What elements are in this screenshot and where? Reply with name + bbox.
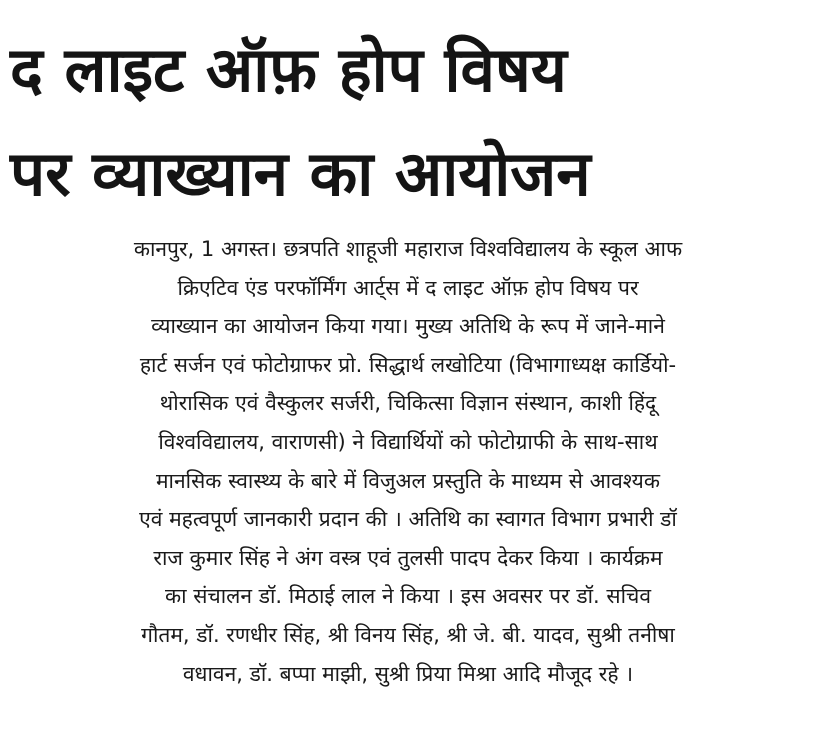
body-line-1: कानपुर, 1 अगस्त। छत्रपति शाहूजी महाराज विश्वविद्यालय के स्कूल आफ <box>133 237 683 261</box>
headline-line-2: पर व्याख्यान का आयोजन <box>10 137 591 210</box>
body-line-8: एवं महत्वपूर्ण जानकारी प्रदान की । अतिथि का स्वागत विभाग प्रभारी डॉ <box>139 507 677 532</box>
body-line-9: राज कुमार सिंह ने अंग वस्त्र एवं तुलसी पादप देकर किया । कार्यक्रम <box>153 545 663 570</box>
body-line-4: हार्ट सर्जन एवं फोटोग्राफर प्रो. सिद्धार्थ लखोटिया (विभागाध्यक्ष कार्डियो- <box>139 352 677 377</box>
body-line-10: का संचालन डॉ. मिठाई लाल ने किया । इस अवसर पर डॉ. सचिव <box>164 584 652 609</box>
headline-line-1: द लाइट ऑफ़ होप विषय <box>10 33 567 106</box>
body-line-11: गौतम, डॉ. रणधीर सिंह, श्री विनय सिंह, श्री जे. बी. यादव, सुश्री तनीषा <box>141 622 675 647</box>
body-line-6: विश्वविद्यालय, वाराणसी) ने विद्यार्थियों को फोटोग्राफी के साथ-साथ <box>158 429 658 454</box>
body-line-2: क्रिएटिव एंड परफॉर्मिंग आर्ट्स में द लाइट ऑफ़ होप विषय पर <box>177 275 639 300</box>
body-line-7: मानसिक स्वास्थ्य के बारे में विजुअल प्रस्तुति के माध्यम से आवश्यक <box>156 468 660 493</box>
body-line-12: वधावन, डॉ. बप्पा माझी, सुश्री प्रिया मिश्रा आदि मौजूद रहे । <box>182 661 634 686</box>
article-body <box>4 230 812 693</box>
body-line-3: व्याख्यान का आयोजन किया गया। मुख्य अतिथि के रूप में जाने-माने <box>151 314 665 339</box>
headline <box>10 18 810 226</box>
body-line-5: थोरासिक एवं वैस्कुलर सर्जरी, चिकित्सा विज्ञान संस्थान, काशी हिंदू <box>159 391 657 416</box>
